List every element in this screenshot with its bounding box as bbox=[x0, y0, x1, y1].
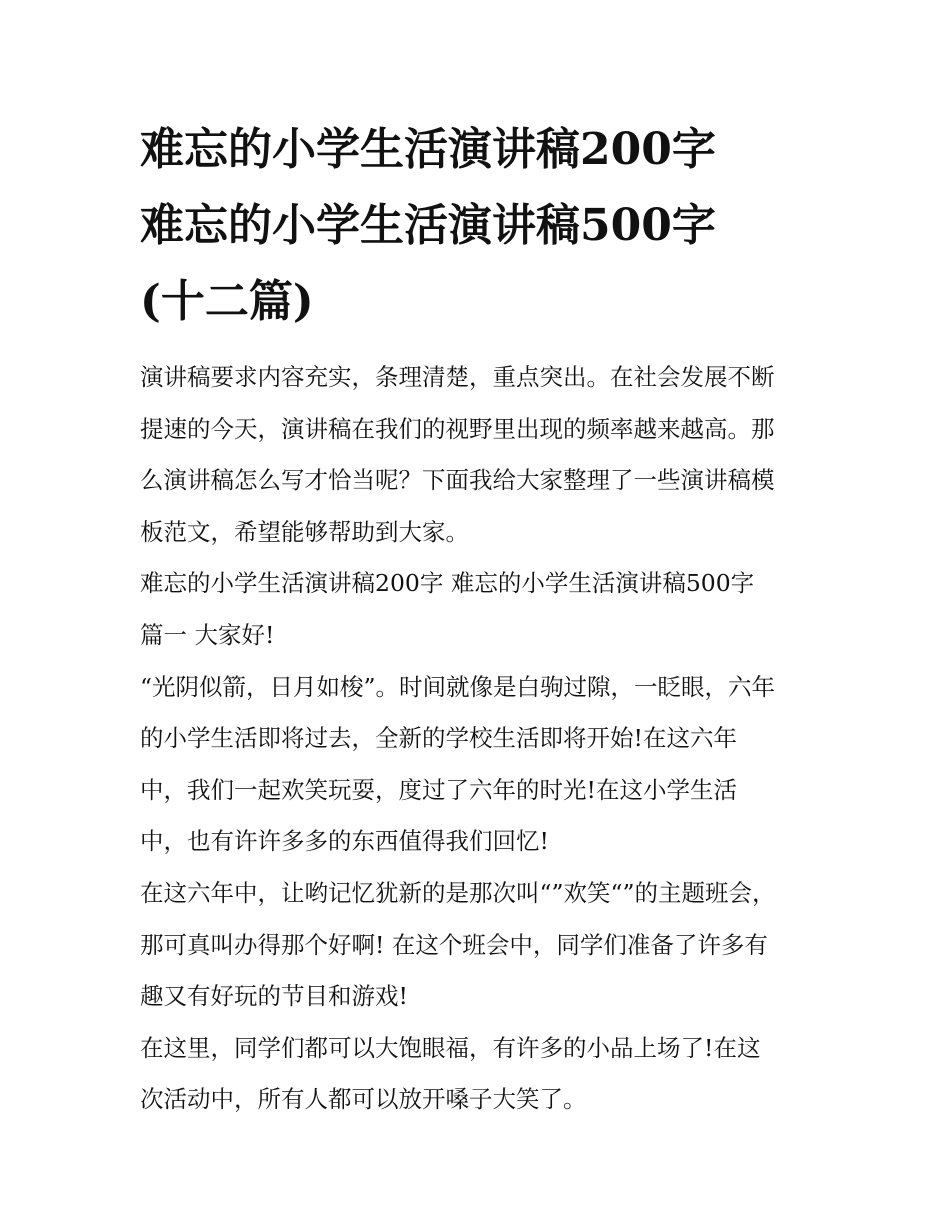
text-line: 在这里，同学们都可以大饱眼福，有许多的小品上场了!在这 bbox=[140, 1033, 761, 1062]
text-line: 板范文，希望能够帮助到大家。 bbox=[140, 517, 469, 546]
body-paragraph bbox=[140, 1023, 815, 1126]
text-line: 难忘的小学生活演讲稿200字 难忘的小学生活演讲稿500字 bbox=[140, 569, 755, 598]
text-line: “光阴似箭，日月如梭”。时间就像是白驹过隙，一眨眼，六年 bbox=[140, 672, 776, 701]
text-line: 中，也有许许多多的东西值得我们回忆! bbox=[140, 827, 549, 856]
text-line: 的小学生活即将过去，全新的学校生活即将开始!在这六年 bbox=[140, 724, 737, 753]
title-line: 难忘的小学生活演讲稿500字 bbox=[140, 200, 716, 251]
body-paragraph bbox=[140, 662, 815, 868]
subtitle-paragraph bbox=[140, 558, 815, 610]
text-line: 在这六年中，让哟记忆犹新的是那次叫“”欢笑“”的主题班会， bbox=[140, 878, 776, 907]
document-body bbox=[140, 352, 815, 1126]
text-line: 趣又有好玩的节目和游戏! bbox=[140, 982, 408, 1011]
body-paragraph bbox=[140, 868, 815, 1023]
intro-paragraph bbox=[140, 352, 815, 558]
greeting-paragraph bbox=[140, 610, 815, 662]
text-line: 中，我们一起欢笑玩耍，度过了六年的时光!在这小学生活 bbox=[140, 775, 737, 804]
text-line: 那可真叫办得那个好啊! 在这个班会中，同学们准备了许多有 bbox=[140, 930, 768, 959]
text-line: 么演讲稿怎么写才恰当呢？下面我给大家整理了一些演讲稿模 bbox=[140, 466, 775, 495]
title-line: 难忘的小学生活演讲稿200字 bbox=[140, 124, 716, 175]
text-line: 演讲稿要求内容充实，条理清楚，重点突出。在社会发展不断 bbox=[140, 363, 775, 391]
text-line: 次活动中，所有人都可以放开嗓子大笑了。 bbox=[140, 1085, 587, 1114]
document-title bbox=[140, 112, 840, 340]
text-line: 篇一 大家好! bbox=[140, 620, 275, 649]
title-line: (十二篇) bbox=[140, 276, 314, 327]
text-line: 提速的今天，演讲稿在我们的视野里出现的频率越来越高。那 bbox=[140, 414, 775, 443]
